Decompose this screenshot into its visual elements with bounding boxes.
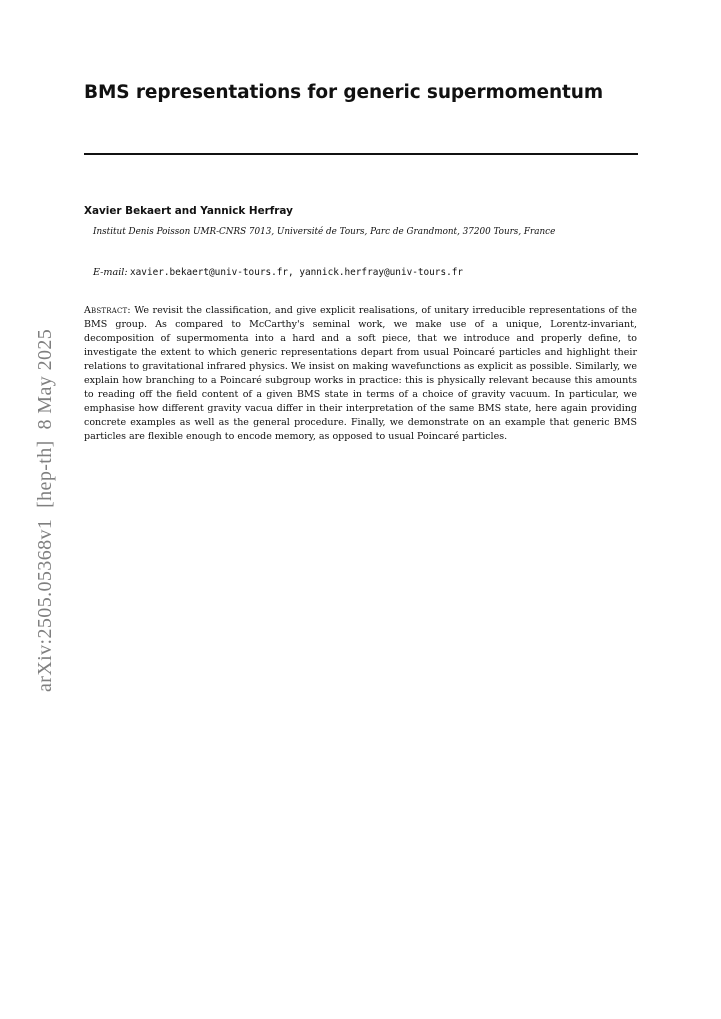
email-line <box>93 266 463 279</box>
abstract-text: We revisit the classification, and give explicit realisations, of unitary irreducible representations of the BMS group. As compared to McCarthy's seminal work, we make use of a unique, Lorentz-invariant, decomposition of supermomenta into a hard and a soft piece, that we introduce and properly define, to investigate the extent to which generic representations depart from usual Poincaré particles and highlight their relations to gravitational infrared physics. We insist on making wavefunctions as explicit as possible. Similarly, we explain how branching to a Poincaré subgroup works in practice: this is physically relevant because this amounts to reading off the field content of a given BMS state in terms of a choice of gravity vacuum. In particular, we emphasise how different gravity vacua differ in their interpretation of the same BMS state, here again providing concrete examples as well as the general procedure. Finally, we demonstrate on an example that generic BMS particles are flexible enough to encode memory, as opposed to usual Poincaré particles. <box>84 305 637 442</box>
arxiv-identifier-stamp: arXiv:2505.05368v1 [hep-th] 8 May 2025 <box>34 328 56 692</box>
title-rule <box>84 153 638 155</box>
author-list: Xavier Bekaert and Yannick Herfray <box>84 205 293 217</box>
paper-title: BMS representations for generic supermomentum <box>84 82 604 103</box>
author-affiliation: Institut Denis Poisson UMR-CNRS 7013, Université de Tours, Parc de Grandmont, 37200 Tours, France <box>93 227 556 237</box>
email-addresses: xavier.bekaert@univ-tours.fr, yannick.herfray@univ-tours.fr <box>130 267 464 278</box>
abstract <box>84 304 637 444</box>
abstract-label: Abstract: <box>84 305 131 316</box>
email-label: E-mail: <box>93 267 128 278</box>
